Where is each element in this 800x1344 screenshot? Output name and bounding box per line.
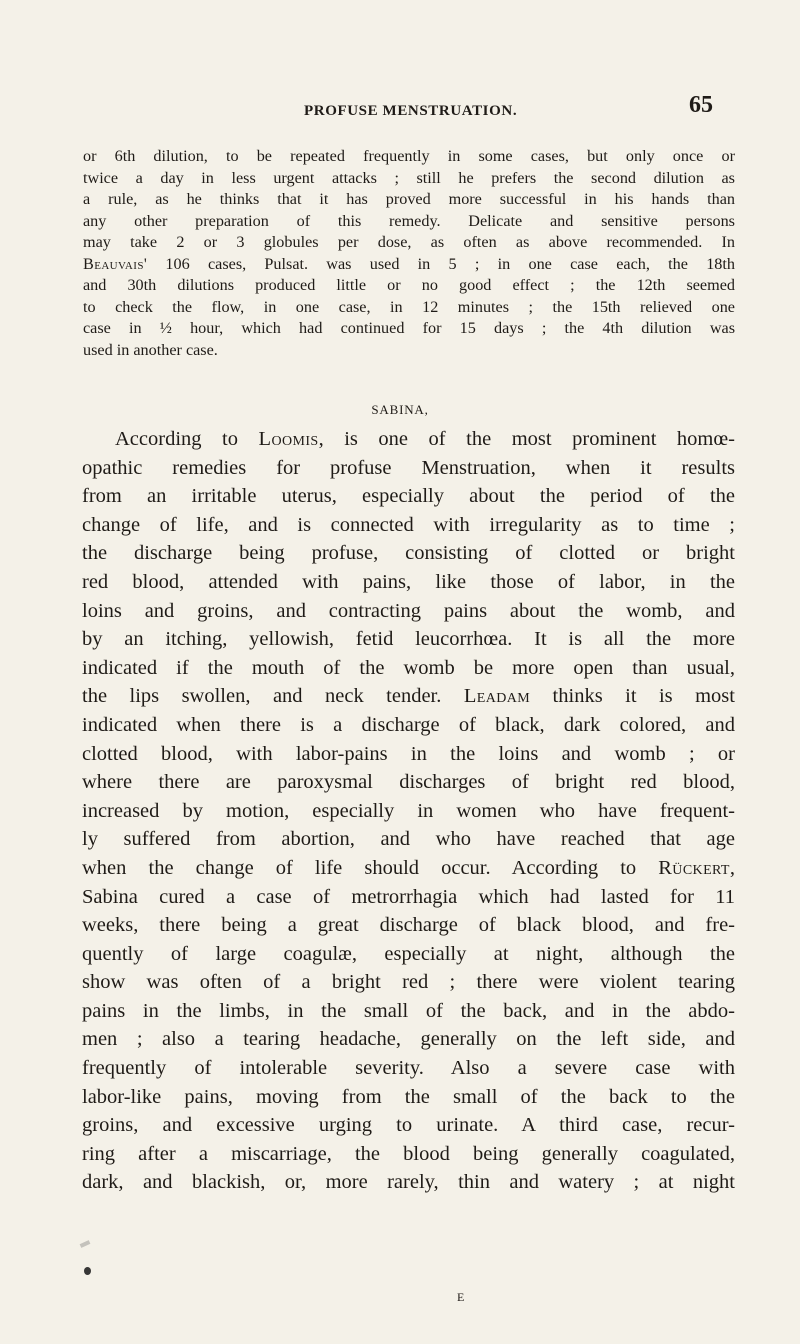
main-line: the discharge being profuse, consisting of clotted or bright: [82, 542, 735, 565]
main-line: dark, and blackish, or, more rarely, thin and watery ; at night: [82, 1171, 735, 1194]
line-prefix: when the change of life should occur. According to: [82, 856, 659, 879]
ink-blot-mark: [84, 1267, 91, 1275]
line-suffix: 106 cases, Pulsat. was used in 5 ; in one case each, the 18th: [147, 254, 735, 273]
main-line: indicated if the mouth of the womb be more open than usual,: [82, 656, 735, 679]
small-print-line: may take 2 or 3 globules per dose, as often as above recommended. In: [83, 233, 735, 251]
small-print-line: or 6th dilution, to be repeated frequently in some cases, but only once or: [83, 147, 735, 165]
line-suffix: thinks it is most: [530, 685, 735, 708]
main-line: groins, and excessive urging to urinate. A third case, recur-: [82, 1114, 735, 1137]
small-print-line: twice a day in less urgent attacks ; still he prefers the second dilution as: [83, 168, 735, 187]
main-line: [82, 854, 735, 883]
main-line: opathic remedies for profuse Menstruation, when it results: [82, 456, 735, 479]
main-line: ring after a miscarriage, the blood being generally coagulated,: [82, 1142, 735, 1165]
main-line: quently of large coagulæ, especially at night, although the: [82, 942, 735, 965]
author-name: Rückert: [658, 856, 730, 879]
main-line: increased by motion, especially in women who have frequent-: [82, 799, 735, 822]
small-print-line: and 30th dilutions produced little or no good effect ; the 12th seemed: [83, 276, 735, 294]
line-suffix: ,: [729, 856, 735, 879]
running-title: PROFUSE MENSTRUATION.: [304, 103, 518, 119]
section-heading: SABINA,: [371, 402, 429, 417]
small-print-line: used in another case.: [83, 340, 218, 359]
small-print-line: [83, 254, 735, 276]
main-line: where there are paroxysmal discharges of bright red blood,: [82, 771, 735, 794]
page-smudge-mark: [80, 1240, 91, 1248]
main-line: weeks, there being a great discharge of black blood, and fre-: [82, 914, 735, 937]
small-print-paragraph: [83, 146, 735, 361]
main-line: from an irritable uterus, especially about the period of the: [82, 485, 735, 508]
main-line: frequently of intolerable severity. Also a severe case with: [82, 1057, 735, 1080]
main-line: ly suffered from abortion, and who have reached that age: [82, 828, 735, 851]
main-line: [82, 425, 735, 454]
small-print-line: to check the flow, in one case, in 12 minutes ; the 15th relieved one: [83, 297, 735, 316]
small-print-line: any other preparation of this remedy. Delicate and sensitive persons: [83, 211, 735, 230]
main-line: show was often of a bright red ; there were violent tearing: [82, 971, 735, 994]
page-number: 65: [689, 92, 713, 118]
main-line: by an itching, yellowish, fetid leucorrhœa. It is all the more: [82, 628, 735, 651]
author-name: Beauvais': [83, 254, 148, 273]
main-line: Sabina cured a case of metrorrhagia which had lasted for 11: [82, 885, 735, 908]
main-line: [82, 682, 735, 711]
running-head: [0, 93, 800, 123]
main-line: red blood, attended with pains, like those of labor, in the: [82, 570, 735, 593]
author-name: Loomis: [258, 428, 319, 450]
line-prefix: According to: [115, 428, 259, 450]
line-prefix: the lips swollen, and neck tender.: [82, 685, 464, 708]
main-line: pains in the limbs, in the small of the back, and in the abdo-: [82, 999, 735, 1022]
main-paragraph: [82, 425, 735, 1197]
author-name: Leadam: [463, 685, 531, 708]
line-suffix: , is one of the most prominent homœ-: [318, 428, 735, 450]
main-line: loins and groins, and contracting pains about the womb, and: [82, 599, 735, 622]
main-line: labor-like pains, moving from the small of the back to the: [82, 1085, 735, 1108]
small-print-line: a rule, as he thinks that it has proved more successful in his hands than: [83, 190, 735, 208]
main-line: men ; also a tearing headache, generally on the left side, and: [82, 1028, 735, 1051]
main-line: change of life, and is connected with irregularity as to time ;: [82, 513, 735, 536]
main-line: indicated when there is a discharge of black, dark colored, and: [82, 713, 735, 736]
small-print-line: case in ½ hour, which had continued for 15 days ; the 4th dilution was: [83, 319, 735, 337]
main-line: clotted blood, with labor-pains in the loins and womb ; or: [82, 742, 735, 765]
signature-mark: E: [457, 1290, 465, 1304]
